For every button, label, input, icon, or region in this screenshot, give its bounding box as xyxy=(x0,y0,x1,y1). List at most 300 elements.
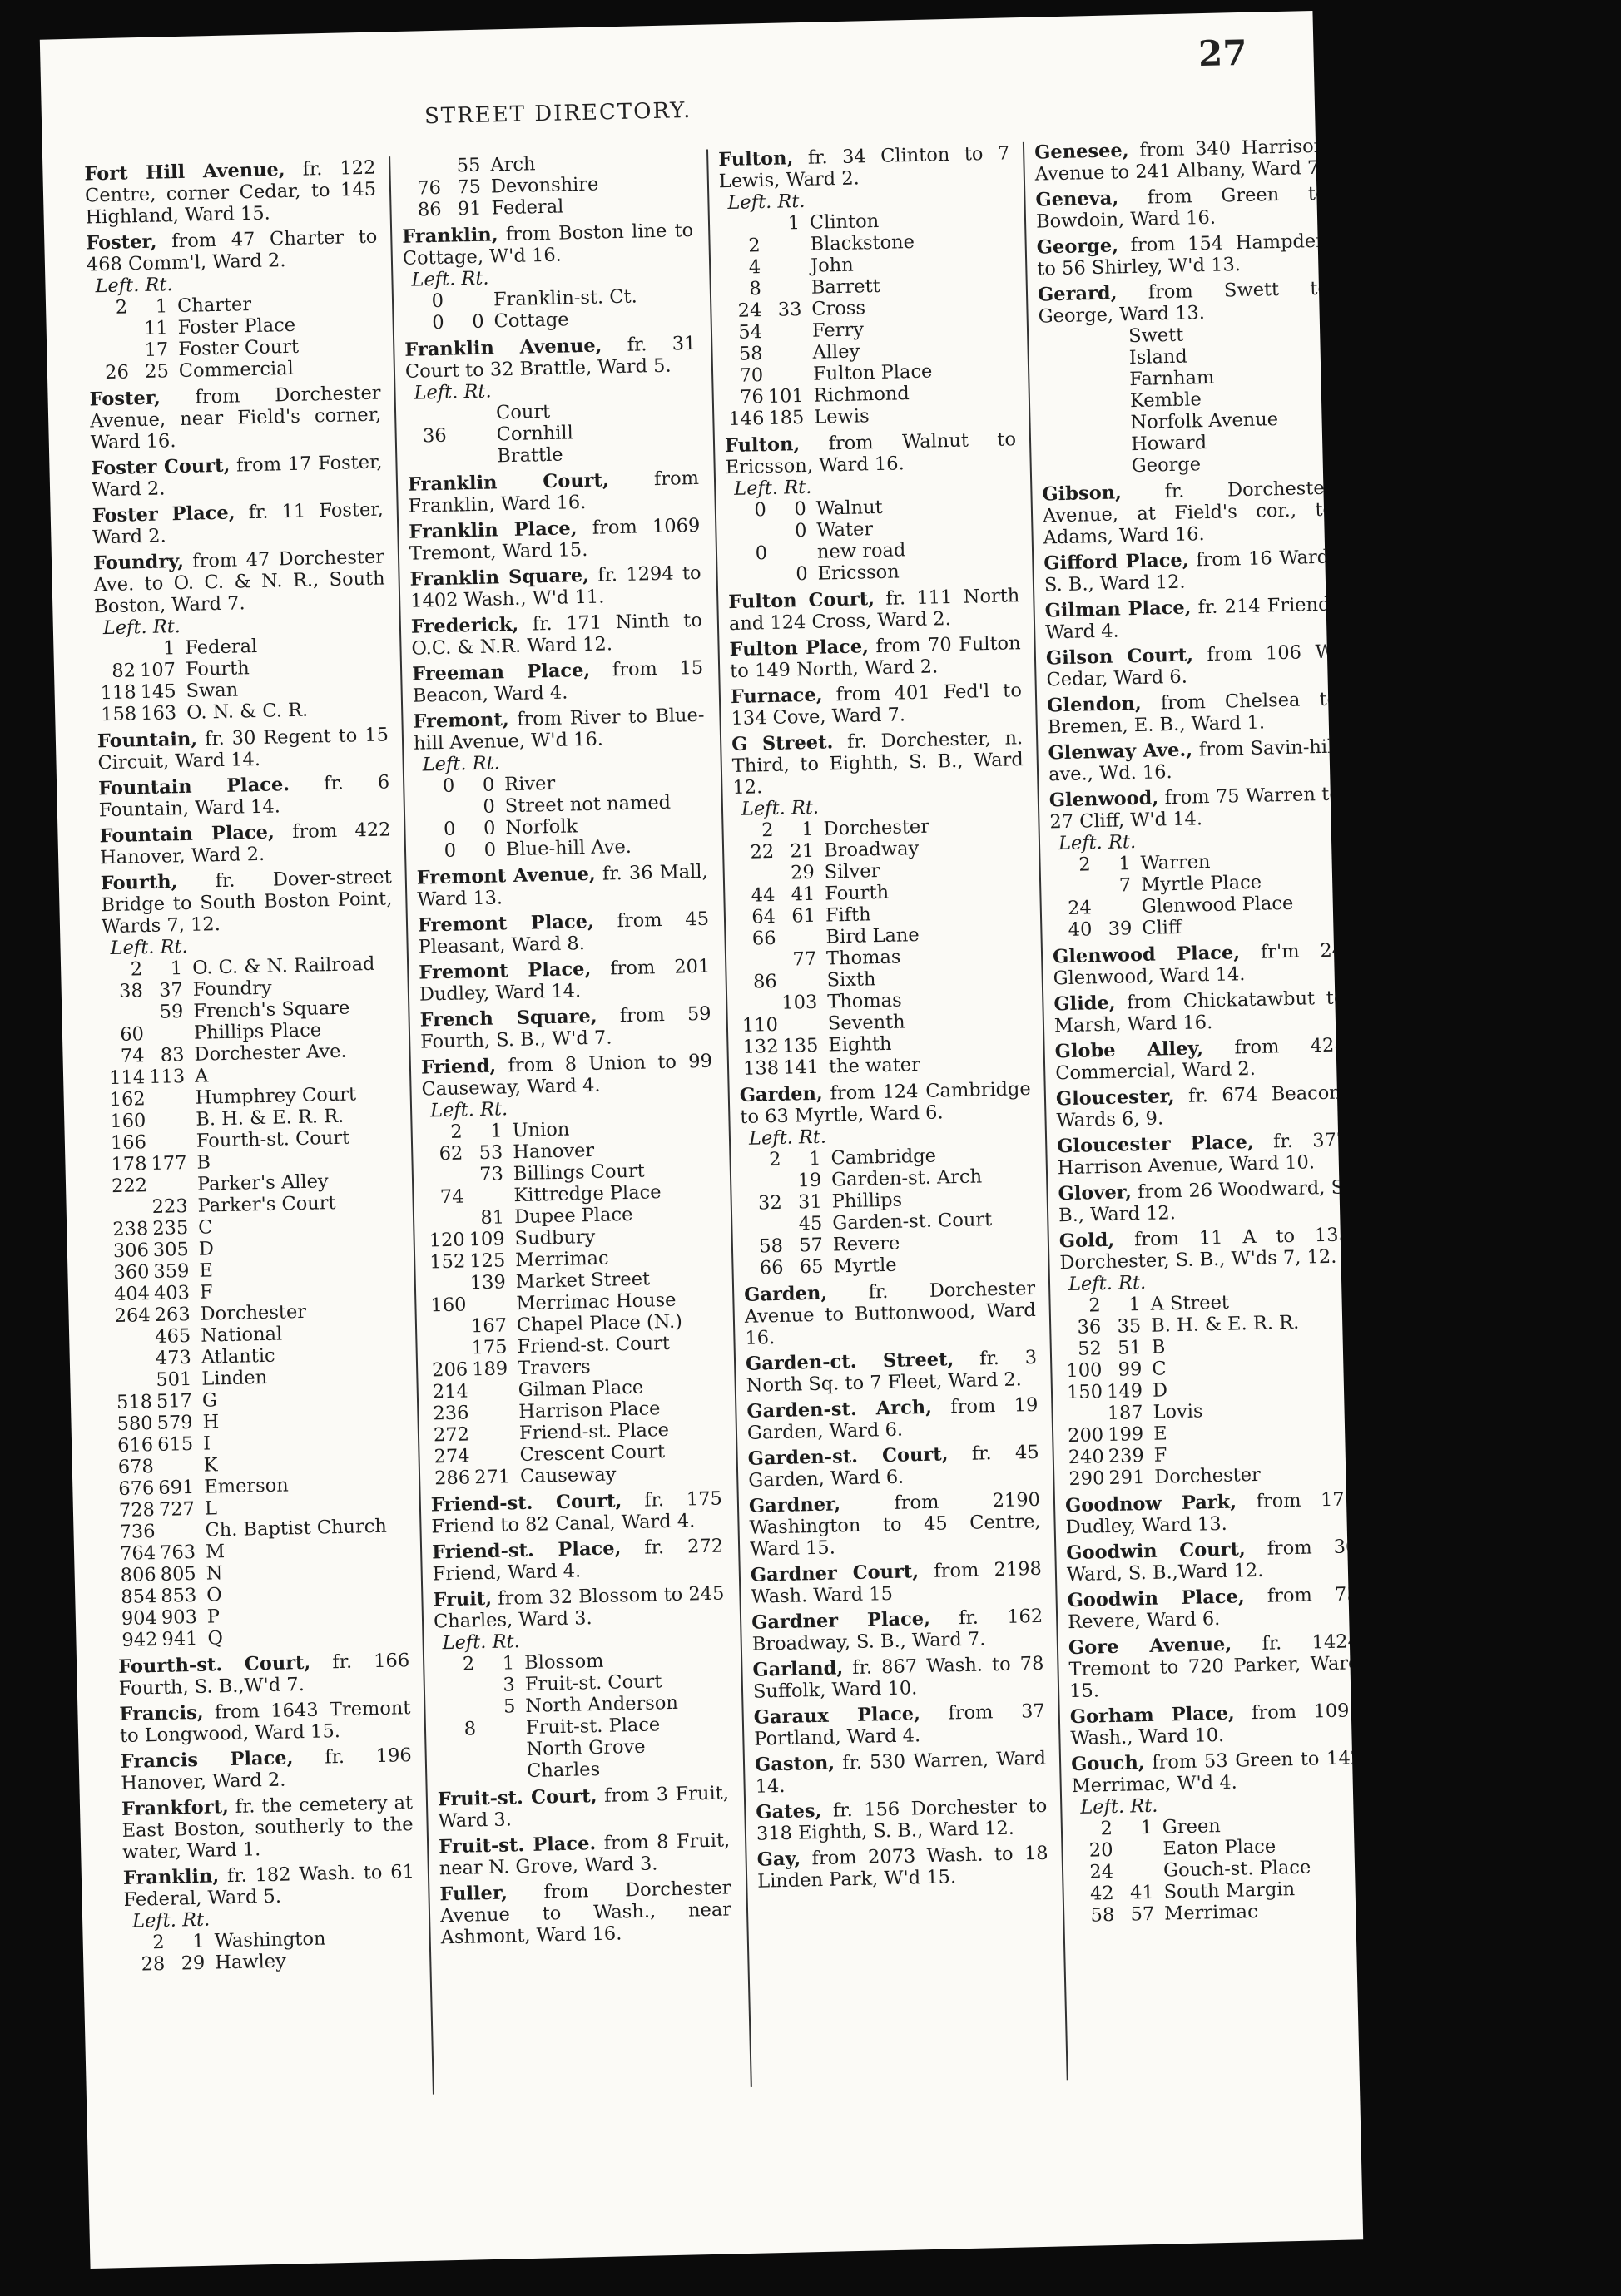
right-number: 167 xyxy=(470,1314,508,1338)
right-number: 77 xyxy=(792,948,817,971)
street-name: Geneva, xyxy=(1035,187,1119,211)
cross-street-list xyxy=(102,953,409,1651)
directory-entry xyxy=(400,150,693,221)
street-description: from 340 Harrison Avenue to 241 Albany, Ward 7. xyxy=(1034,135,1326,186)
left-number: 274 xyxy=(434,1445,470,1468)
cross-street-name: Ch. Baptist Church xyxy=(205,1515,388,1541)
entry-text xyxy=(120,1744,412,1794)
street-description: fr. 111 North and 124 Cross, Ward 2. xyxy=(728,585,1020,636)
street-description: from 422 Hanover, Ward 2. xyxy=(99,819,391,869)
right-number: 465 xyxy=(154,1324,191,1348)
directory-entry xyxy=(418,908,710,958)
street-name: Fulton Place, xyxy=(729,636,870,661)
left-right-label: Left. Rt. xyxy=(733,476,812,500)
right-number: 37 xyxy=(158,979,184,1002)
street-description: fr. 867 Wash. to 78 Suffolk, Ward 10. xyxy=(752,1652,1044,1703)
cross-street-name: D xyxy=(1152,1379,1168,1402)
street-name: Fruit-st. Place. xyxy=(438,1833,597,1858)
left-number: 306 xyxy=(112,1240,150,1263)
cross-street-list xyxy=(434,1648,728,1784)
street-description: fr. 674 Beacon, Wards 6, 9. xyxy=(1056,1081,1348,1132)
left-number: 150 xyxy=(1066,1381,1103,1404)
street-name: Foster Place, xyxy=(92,502,235,527)
street-name: Fountain Place. xyxy=(97,774,290,800)
right-number: 3 xyxy=(503,1674,516,1696)
page-number: 27 xyxy=(1197,32,1248,75)
right-number: 25 xyxy=(144,360,170,383)
cross-street-list xyxy=(1050,848,1343,941)
right-number: 57 xyxy=(1130,1903,1155,1926)
right-number: 517 xyxy=(156,1389,193,1413)
left-number: 146 xyxy=(728,408,765,431)
left-number xyxy=(1041,429,1081,430)
entry-text xyxy=(93,546,386,617)
street-description: from 170 Dudley, Ward 13. xyxy=(1065,1488,1357,1539)
cross-street-list xyxy=(1073,1812,1364,1927)
cross-street-name: E xyxy=(1153,1423,1167,1445)
entry-text xyxy=(749,1489,1042,1561)
cross-street-name: River xyxy=(503,772,556,796)
entry-text xyxy=(752,1653,1044,1703)
cross-street-name: Seventh xyxy=(827,1011,905,1035)
right-number xyxy=(464,1201,504,1202)
street-name: Garaux Place, xyxy=(753,1703,921,1729)
cross-street-name: Thomas xyxy=(826,989,902,1013)
street-description: from 47 Dorchester Ave. to O. C. & N. R., South Boston, Ward 7. xyxy=(93,546,385,618)
cross-street-name: Dupee Place xyxy=(513,1203,633,1229)
street-description: fr. 162 Broadway, S. B., Ward 7. xyxy=(751,1605,1043,1655)
entry-text xyxy=(432,1536,724,1586)
cross-street-name: B xyxy=(196,1151,211,1174)
cross-street-name: Garden-st. Arch xyxy=(830,1165,983,1191)
cross-street-name: Walnut xyxy=(815,496,883,520)
directory-entry xyxy=(93,546,389,725)
entry-text xyxy=(101,866,394,938)
right-number: 5 xyxy=(503,1695,516,1718)
directory-entry xyxy=(1035,183,1327,233)
cross-street-name: Norfolk Avenue xyxy=(1130,408,1279,434)
left-number xyxy=(741,1187,781,1188)
directory-entry xyxy=(729,632,1021,682)
cross-street-name: F xyxy=(199,1281,213,1304)
entry-text xyxy=(753,1700,1045,1750)
entry-text xyxy=(1044,594,1336,644)
right-number: 1 xyxy=(801,818,814,841)
directory-entry xyxy=(120,1744,412,1794)
cross-street-name: N xyxy=(206,1562,223,1585)
right-number: 91 xyxy=(457,197,482,220)
cross-street-name: Foster Court xyxy=(177,335,300,361)
right-number: 1 xyxy=(1140,1816,1153,1839)
street-name: Foster Court, xyxy=(91,454,231,480)
directory-entry xyxy=(718,142,1016,430)
right-number: 17 xyxy=(144,339,169,361)
left-number xyxy=(1039,343,1078,344)
right-number: 1 xyxy=(155,295,168,318)
right-number: 263 xyxy=(154,1303,191,1326)
street-name: Furnace, xyxy=(730,684,823,709)
entry-text xyxy=(118,1650,410,1700)
right-number: 0 xyxy=(483,817,496,839)
cross-street-name: Blue-hill Ave. xyxy=(505,835,632,861)
left-number: 2 xyxy=(768,1148,781,1171)
cross-street-name: Eaton Place xyxy=(1162,1835,1276,1860)
right-number xyxy=(761,250,801,251)
street-name: Fulton Court, xyxy=(728,588,875,614)
street-description: from 75 Warren to 27 Cliff, W'd 14. xyxy=(1049,783,1341,834)
left-number: 158 xyxy=(100,703,137,726)
right-number: 107 xyxy=(139,659,176,682)
directory-entry xyxy=(1044,594,1336,644)
cross-street-name: George xyxy=(1131,453,1202,478)
cross-street-name: O xyxy=(206,1584,223,1606)
left-number xyxy=(424,1181,463,1182)
street-description: from 1643 Tremont to Longwood, Ward 15. xyxy=(119,1697,411,1748)
right-number: 35 xyxy=(1117,1315,1142,1338)
right-number xyxy=(144,1039,184,1040)
entry-text xyxy=(86,226,378,276)
entry-text xyxy=(751,1558,1043,1608)
right-number xyxy=(778,1030,818,1031)
street-description: from 1069 Tremont, Ward 15. xyxy=(409,514,701,565)
cross-street-name: Emerson xyxy=(204,1474,290,1498)
left-number: 70 xyxy=(739,364,764,387)
cross-street-name: Garden-st. Court xyxy=(832,1209,993,1235)
street-name: G Street. xyxy=(731,731,834,756)
cross-street-name: the water xyxy=(828,1054,921,1078)
cross-street-list xyxy=(720,207,1016,430)
street-description: from Dorchester Avenue to Wash., near Ashmont, Ward 16. xyxy=(439,1877,732,1949)
cross-street-name: Eighth xyxy=(828,1032,892,1056)
left-number: 76 xyxy=(739,386,765,408)
right-number: 1 xyxy=(502,1652,515,1675)
right-number: 7 xyxy=(1118,874,1132,897)
entry-text xyxy=(755,1748,1047,1798)
right-number: 149 xyxy=(1106,1380,1143,1403)
right-number: 135 xyxy=(782,1034,819,1057)
cross-street-name: Alley xyxy=(812,340,860,364)
cross-street-name: Market Street xyxy=(515,1268,651,1294)
right-number: 1 xyxy=(192,1930,206,1953)
street-description: from 8 Union to 99 Causeway, Ward 4. xyxy=(421,1050,713,1101)
right-number: 61 xyxy=(791,904,816,928)
street-description: from 59 Fourth, S. B., W'd 7. xyxy=(419,1002,711,1053)
street-description: fr. 122 Centre, corner Cedar, to 145 Highland, Ward 15. xyxy=(84,156,377,229)
left-number: 132 xyxy=(742,1035,779,1058)
directory-entry xyxy=(728,585,1020,635)
right-number xyxy=(1081,450,1121,451)
street-description: fr. 45 Garden, Ward 6. xyxy=(748,1441,1039,1492)
left-number: 36 xyxy=(1077,1316,1102,1339)
street-description: fr. 6 Fountain, Ward 14. xyxy=(98,771,390,822)
right-number: 473 xyxy=(155,1346,192,1369)
entry-text xyxy=(1047,689,1339,739)
entry-text xyxy=(121,1792,414,1863)
left-number xyxy=(435,1691,475,1692)
cross-street-name: Crescent Court xyxy=(519,1441,666,1467)
entry-text xyxy=(419,956,711,1006)
directory-entry xyxy=(431,1488,723,1538)
left-number xyxy=(437,1756,477,1757)
cross-street-name: Myrtle Place xyxy=(1140,871,1262,896)
left-number: 2 xyxy=(152,1931,166,1954)
directory-entry xyxy=(740,1078,1035,1279)
entry-text xyxy=(1038,278,1330,328)
street-description: from 19 Garden, Ward 6. xyxy=(746,1393,1039,1444)
directory-entry xyxy=(419,1003,711,1053)
street-name: Fulton, xyxy=(724,433,801,458)
street-description: from 36 Ward, S. B.,Ward 12. xyxy=(1066,1536,1358,1586)
street-description: from 17 Foster, Ward 2. xyxy=(91,451,383,502)
street-description: from 2073 Wash. to 18 Linden Park, W'd 15. xyxy=(756,1842,1048,1893)
left-number: 2 xyxy=(1088,1294,1101,1317)
directory-entry xyxy=(91,451,383,501)
street-name: Gloucester Place, xyxy=(1057,1131,1254,1158)
cross-street-name: Merrimac xyxy=(514,1247,609,1272)
street-name: Franklin Place, xyxy=(409,517,578,543)
directory-entry xyxy=(753,1700,1045,1750)
left-right-label: Left. Rt. xyxy=(1068,1271,1147,1296)
street-name: Foster, xyxy=(89,387,161,411)
column-2 xyxy=(400,150,732,1952)
cross-street-name: Norfolk xyxy=(505,815,578,839)
directory-entry xyxy=(402,220,696,334)
cross-street-list xyxy=(414,769,707,863)
left-number xyxy=(735,879,775,880)
street-name: Frankfort, xyxy=(121,1796,230,1821)
entry-text xyxy=(728,585,1020,635)
cross-street-name: Foster Place xyxy=(177,314,296,339)
street-description: fr. 36 Mall, Ward 13. xyxy=(417,860,708,911)
cross-street-name: Ferry xyxy=(811,319,865,342)
entry-text xyxy=(409,515,701,565)
cross-street-name: Blossom xyxy=(523,1650,604,1674)
entry-text xyxy=(756,1795,1048,1845)
entry-text xyxy=(419,1003,711,1053)
directory-entry xyxy=(123,1861,417,1976)
right-number: 187 xyxy=(1107,1402,1143,1425)
column-4 xyxy=(1034,136,1363,1932)
entry-text xyxy=(411,610,703,660)
entry-text xyxy=(1057,1129,1349,1179)
street-description: fr. 214 Friend, Ward 4. xyxy=(1044,593,1336,644)
street-name: Fremont Avenue, xyxy=(416,863,597,889)
street-name: Freeman Place, xyxy=(411,659,591,685)
left-number: 236 xyxy=(433,1402,469,1425)
street-name: Garden-st. Arch, xyxy=(746,1396,933,1423)
directory-entry xyxy=(1066,1536,1358,1586)
street-name: Gay, xyxy=(756,1848,801,1871)
left-number: 676 xyxy=(118,1477,155,1500)
cross-street-name: Fulton Place xyxy=(812,360,933,385)
entry-text xyxy=(1067,1583,1359,1633)
left-number: 206 xyxy=(431,1358,468,1382)
cross-street-name: Franklin-st. Ct. xyxy=(493,285,637,311)
cross-street-name: Farnham xyxy=(1129,366,1215,391)
right-number xyxy=(444,306,483,307)
column-1 xyxy=(84,157,416,1981)
directory-entry xyxy=(744,1278,1037,1349)
cross-street-name: Sixth xyxy=(826,968,876,992)
street-name: Gifford Place, xyxy=(1043,549,1189,575)
street-name: Gates, xyxy=(756,1799,822,1823)
right-number: 141 xyxy=(782,1056,820,1079)
directory-entry xyxy=(1058,1176,1350,1226)
entry-text xyxy=(91,451,383,501)
street-name: Goodwin Place, xyxy=(1067,1586,1245,1612)
street-description: fr. 3 North Sq. to 7 Fleet, Ward 2. xyxy=(746,1346,1038,1397)
directory-entry xyxy=(1065,1488,1357,1538)
directory-entry xyxy=(1047,689,1339,739)
right-number: 305 xyxy=(152,1239,190,1261)
cross-street-name: Cambridge xyxy=(830,1145,937,1170)
cross-street-name: Parker's Court xyxy=(197,1191,336,1217)
entry-text xyxy=(1046,641,1338,691)
left-number: 404 xyxy=(113,1283,151,1306)
entry-text xyxy=(1054,1034,1346,1084)
left-number xyxy=(737,1009,777,1010)
left-number: 38 xyxy=(118,980,144,1002)
cross-street-name: Kittredge Place xyxy=(513,1181,662,1207)
cross-street-name: Clinton xyxy=(809,210,880,234)
right-number: 81 xyxy=(480,1206,505,1230)
street-description: from Green to Bowdoin, Ward 16. xyxy=(1035,182,1327,233)
entry-text xyxy=(1049,783,1341,833)
left-number xyxy=(727,537,767,538)
directory-page xyxy=(40,11,1363,2269)
right-number: 33 xyxy=(777,299,802,321)
street-description: from Chickatawbut to Marsh, Ward 16. xyxy=(1053,987,1346,1037)
left-right-label: Left. Rt. xyxy=(411,267,489,291)
right-number: 163 xyxy=(140,702,177,725)
right-number: 727 xyxy=(158,1497,196,1521)
entry-text xyxy=(412,657,704,707)
cross-street-name: D xyxy=(198,1238,215,1260)
street-description: from 45 Pleasant, Ward 8. xyxy=(418,908,710,958)
street-description: from 2198 Wash. Ward 15 xyxy=(751,1557,1043,1608)
cross-street-name: Charter xyxy=(176,294,252,318)
directory-entry xyxy=(118,1650,410,1700)
entry-text xyxy=(1065,1488,1357,1538)
left-number: 0 xyxy=(443,818,456,840)
left-number xyxy=(88,334,128,335)
entry-text xyxy=(718,142,1010,192)
street-name: Fruit-st. Court, xyxy=(437,1785,597,1811)
right-number: 55 xyxy=(456,154,481,177)
right-number: 1 xyxy=(808,1147,821,1170)
right-number: 145 xyxy=(140,680,176,704)
cross-street-name: G xyxy=(201,1389,218,1412)
cross-street-name: Commercial xyxy=(178,357,295,383)
directory-entry xyxy=(438,1782,730,1832)
left-number xyxy=(104,1018,144,1019)
street-description: from 73 Revere, Ward 6. xyxy=(1067,1583,1359,1634)
left-number: 728 xyxy=(118,1499,156,1522)
left-right-label: Left. Rt. xyxy=(429,1098,508,1122)
street-description: fr. 166 Fourth, S. B.,W'd 7. xyxy=(118,1650,410,1700)
left-number xyxy=(1041,451,1081,452)
left-number: 4 xyxy=(748,256,761,279)
left-number xyxy=(88,356,128,357)
entry-text xyxy=(408,468,700,517)
street-name: Franklin, xyxy=(401,224,498,248)
left-number: 264 xyxy=(114,1304,151,1328)
left-number xyxy=(436,1713,476,1714)
right-number: 65 xyxy=(799,1255,824,1279)
cross-street-list xyxy=(95,632,388,725)
directory-entry xyxy=(1056,1081,1348,1131)
left-number xyxy=(427,1332,467,1333)
right-number xyxy=(761,272,801,273)
left-number: 0 xyxy=(431,289,444,313)
street-name: Genesee, xyxy=(1034,140,1129,164)
street-description: fr. 377 Harrison Avenue, Ward 10. xyxy=(1057,1129,1349,1180)
street-description: fr. 196 Hanover, Ward 2. xyxy=(121,1744,412,1795)
right-number xyxy=(1078,342,1118,343)
street-name: Fourth, xyxy=(100,871,178,895)
left-number: 2 xyxy=(1100,1818,1113,1840)
entry-text xyxy=(1053,987,1346,1037)
cross-street-name: Ericsson xyxy=(817,561,900,585)
entry-text xyxy=(729,632,1021,682)
street-name: George, xyxy=(1036,235,1119,259)
street-name: Fountain, xyxy=(97,728,198,753)
entry-text xyxy=(99,819,391,868)
cross-street-name: North Grove xyxy=(526,1735,646,1760)
street-name: Fruit, xyxy=(433,1587,493,1611)
cross-street-list xyxy=(1039,321,1333,479)
cross-street-name: O. N. & C. R. xyxy=(186,699,309,724)
left-number: 118 xyxy=(100,681,136,705)
left-number: 66 xyxy=(759,1256,784,1279)
left-number: 2 xyxy=(130,958,143,981)
street-name: Glover, xyxy=(1058,1181,1133,1205)
cross-street-name: Phillips Place xyxy=(193,1019,322,1044)
entry-text xyxy=(1070,1700,1362,1749)
entry-text xyxy=(404,333,696,383)
street-name: Garden, xyxy=(739,1082,823,1106)
right-number xyxy=(469,1439,509,1440)
entry-text xyxy=(731,727,1024,799)
directory-entry xyxy=(751,1606,1043,1655)
directory-entry xyxy=(747,1442,1039,1492)
right-number xyxy=(446,419,486,420)
right-number xyxy=(1082,472,1122,473)
cross-street-list xyxy=(1060,1289,1356,1490)
street-name: French Square, xyxy=(419,1005,597,1032)
directory-entry xyxy=(1042,478,1335,549)
cross-street-list xyxy=(124,1926,416,1976)
entry-text xyxy=(1042,478,1335,549)
cross-street-name: Atlantic xyxy=(201,1344,275,1368)
directory-entry xyxy=(1053,987,1346,1037)
street-description: from 428 Commercial, Ward 2. xyxy=(1055,1034,1346,1085)
street-name: Frederick, xyxy=(410,613,519,638)
left-number: 166 xyxy=(110,1131,147,1155)
street-name: Gaston, xyxy=(754,1752,835,1776)
right-number xyxy=(767,558,807,559)
directory-entry xyxy=(432,1536,724,1586)
directory-entry xyxy=(412,657,704,707)
cross-street-name: C xyxy=(1152,1358,1167,1380)
left-number: 0 xyxy=(442,774,455,797)
left-number: 86 xyxy=(752,970,778,993)
left-number: 200 xyxy=(1067,1424,1104,1447)
cross-street-name: Fourth xyxy=(825,881,890,905)
cross-street-name: F xyxy=(1153,1444,1167,1467)
street-description: from Swett to George, Ward 13. xyxy=(1038,277,1330,328)
cross-street-name: National xyxy=(200,1323,283,1347)
